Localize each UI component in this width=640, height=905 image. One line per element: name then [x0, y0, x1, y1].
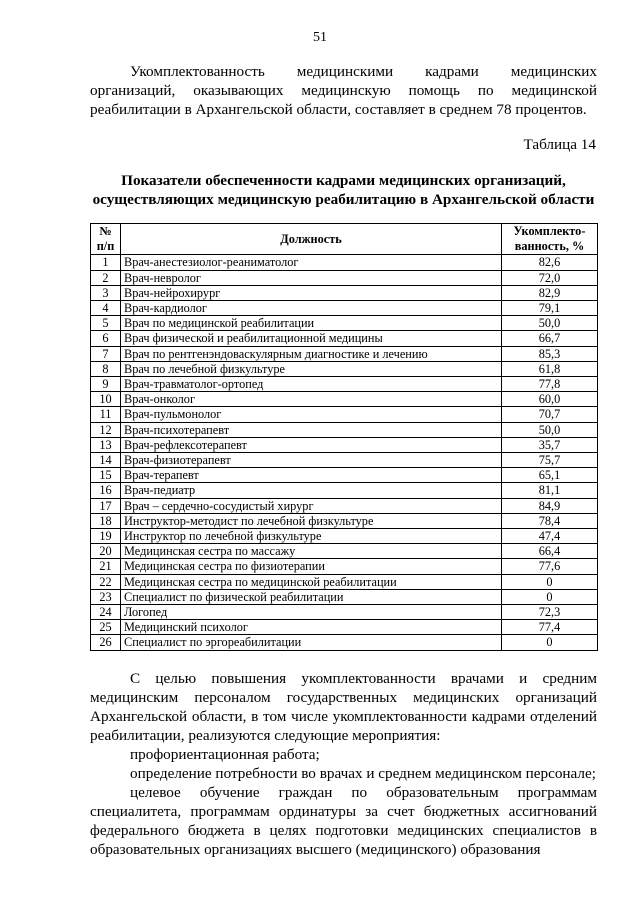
row-position: Врач по рентгенэндоваскулярным диагностике и лечению — [121, 346, 502, 361]
intro-paragraph: Укомплектованность медицинскими кадрами медицинских организаций, оказывающих медицинскую помощь по медицинской реабилитации в Архангельской области, составляет в среднем 78 процентов. — [90, 63, 597, 118]
row-staffing-value: 75,7 — [502, 453, 598, 468]
row-position: Врач-пульмонолог — [121, 407, 502, 422]
row-staffing-value: 0 — [502, 589, 598, 604]
row-number: 20 — [91, 544, 121, 559]
row-position: Медицинская сестра по медицинской реабилитации — [121, 574, 502, 589]
row-staffing-value: 81,1 — [502, 483, 598, 498]
row-number: 24 — [91, 605, 121, 620]
row-staffing-value: 50,0 — [502, 316, 598, 331]
row-number: 8 — [91, 361, 121, 376]
measures-paragraph: С целью повышения укомплектованности врачами и средним медицинским персоналом государственных медицинских организаций Архангельской области, в том числе укомплектованности кадрами отделений реабилитации, реализуются следующие мероприятия: — [90, 670, 597, 744]
row-staffing-value: 0 — [502, 574, 598, 589]
row-position: Врач-кардиолог — [121, 301, 502, 316]
table-row — [91, 620, 598, 635]
table-row — [91, 498, 598, 513]
row-position: Врач-нейрохирург — [121, 285, 502, 300]
row-position: Врач по лечебной физкультуре — [121, 361, 502, 376]
table-row — [91, 316, 598, 331]
measure-item: целевое обучение граждан по образовательным программам специалитета, программам ординатуры за счет бюджетных ассигнований федерального бюджета в целях подготовки медицинских специалистов в образовательных организациях высшего (медицинского) образования — [90, 784, 597, 858]
row-position: Врач-психотерапевт — [121, 422, 502, 437]
header-position: Должность — [121, 224, 502, 255]
row-staffing-value: 85,3 — [502, 346, 598, 361]
table-row — [91, 468, 598, 483]
measure-item: профориентационная работа; — [130, 746, 320, 763]
row-number: 17 — [91, 498, 121, 513]
table-label: Таблица 14 — [523, 136, 596, 153]
row-number: 25 — [91, 620, 121, 635]
table-row — [91, 635, 598, 650]
table-row — [91, 529, 598, 544]
row-position: Инструктор-методист по лечебной физкультуре — [121, 513, 502, 528]
table-row — [91, 513, 598, 528]
row-staffing-value: 77,8 — [502, 377, 598, 392]
table-row — [91, 589, 598, 604]
row-position: Медицинская сестра по массажу — [121, 544, 502, 559]
table-title — [90, 171, 597, 209]
table-row — [91, 453, 598, 468]
row-position: Специалист по эргореабилитации — [121, 635, 502, 650]
row-number: 3 — [91, 285, 121, 300]
row-number: 15 — [91, 468, 121, 483]
table-row — [91, 605, 598, 620]
row-staffing-value: 66,7 — [502, 331, 598, 346]
table-row — [91, 346, 598, 361]
table-row — [91, 377, 598, 392]
table-row — [91, 285, 598, 300]
row-staffing-value: 35,7 — [502, 437, 598, 452]
row-position: Врач-онколог — [121, 392, 502, 407]
table-row — [91, 361, 598, 376]
row-position: Врач-травматолог-ортопед — [121, 377, 502, 392]
row-number: 21 — [91, 559, 121, 574]
row-number: 7 — [91, 346, 121, 361]
table-title-line-1: Показатели обеспеченности кадрами медицинских организаций, — [121, 172, 566, 189]
row-staffing-value: 82,9 — [502, 285, 598, 300]
row-position: Врач-невролог — [121, 270, 502, 285]
row-number: 16 — [91, 483, 121, 498]
header-number: № п/п — [91, 224, 121, 255]
row-number: 14 — [91, 453, 121, 468]
row-number: 5 — [91, 316, 121, 331]
row-staffing-value: 84,9 — [502, 498, 598, 513]
row-staffing-value: 60,0 — [502, 392, 598, 407]
row-staffing-value: 61,8 — [502, 361, 598, 376]
row-number: 4 — [91, 301, 121, 316]
table-row — [91, 437, 598, 452]
row-staffing-value: 66,4 — [502, 544, 598, 559]
row-number: 23 — [91, 589, 121, 604]
row-staffing-value: 65,1 — [502, 468, 598, 483]
table-header-row — [91, 224, 598, 255]
table-row — [91, 422, 598, 437]
table-row — [91, 407, 598, 422]
row-position: Медицинская сестра по физиотерапии — [121, 559, 502, 574]
row-number: 9 — [91, 377, 121, 392]
table-row — [91, 255, 598, 270]
row-number: 2 — [91, 270, 121, 285]
row-position: Врач – сердечно-сосудистый хирург — [121, 498, 502, 513]
table-row — [91, 392, 598, 407]
table-row — [91, 331, 598, 346]
table-row — [91, 483, 598, 498]
measure-item: определение потребности во врачах и среднем медицинском персонале; — [130, 765, 596, 782]
row-position: Инструктор по лечебной физкультуре — [121, 529, 502, 544]
row-position: Врач-рефлексотерапевт — [121, 437, 502, 452]
row-position: Специалист по физической реабилитации — [121, 589, 502, 604]
row-staffing-value: 78,4 — [502, 513, 598, 528]
row-number: 19 — [91, 529, 121, 544]
table-row — [91, 544, 598, 559]
table-row — [91, 574, 598, 589]
row-position: Врач по медицинской реабилитации — [121, 316, 502, 331]
row-position: Врач-педиатр — [121, 483, 502, 498]
table-row — [91, 559, 598, 574]
table-row — [91, 270, 598, 285]
row-position: Врач-терапевт — [121, 468, 502, 483]
table-body — [91, 255, 598, 650]
row-number: 11 — [91, 407, 121, 422]
row-position: Врач физической и реабилитационной медицины — [121, 331, 502, 346]
row-staffing-value: 50,0 — [502, 422, 598, 437]
row-position: Медицинский психолог — [121, 620, 502, 635]
row-staffing-value: 82,6 — [502, 255, 598, 270]
row-staffing-value: 0 — [502, 635, 598, 650]
row-number: 13 — [91, 437, 121, 452]
row-number: 12 — [91, 422, 121, 437]
row-number: 22 — [91, 574, 121, 589]
row-position: Врач-анестезиолог-реаниматолог — [121, 255, 502, 270]
row-number: 18 — [91, 513, 121, 528]
row-staffing-value: 47,4 — [502, 529, 598, 544]
row-staffing-value: 77,4 — [502, 620, 598, 635]
row-staffing-value: 72,3 — [502, 605, 598, 620]
row-staffing-value: 79,1 — [502, 301, 598, 316]
page-number: 51 — [313, 30, 327, 45]
row-staffing-value: 77,6 — [502, 559, 598, 574]
table-row — [91, 301, 598, 316]
row-number: 1 — [91, 255, 121, 270]
staffing-table — [90, 223, 598, 651]
row-number: 26 — [91, 635, 121, 650]
row-staffing-value: 70,7 — [502, 407, 598, 422]
row-position: Логопед — [121, 605, 502, 620]
header-staffing: Укомплекто- ванность, % — [502, 224, 598, 255]
table-title-line-2: осуществляющих медицинскую реабилитацию в Архангельской области — [92, 191, 595, 208]
row-number: 10 — [91, 392, 121, 407]
row-position: Врач-физиотерапевт — [121, 453, 502, 468]
row-number: 6 — [91, 331, 121, 346]
row-staffing-value: 72,0 — [502, 270, 598, 285]
